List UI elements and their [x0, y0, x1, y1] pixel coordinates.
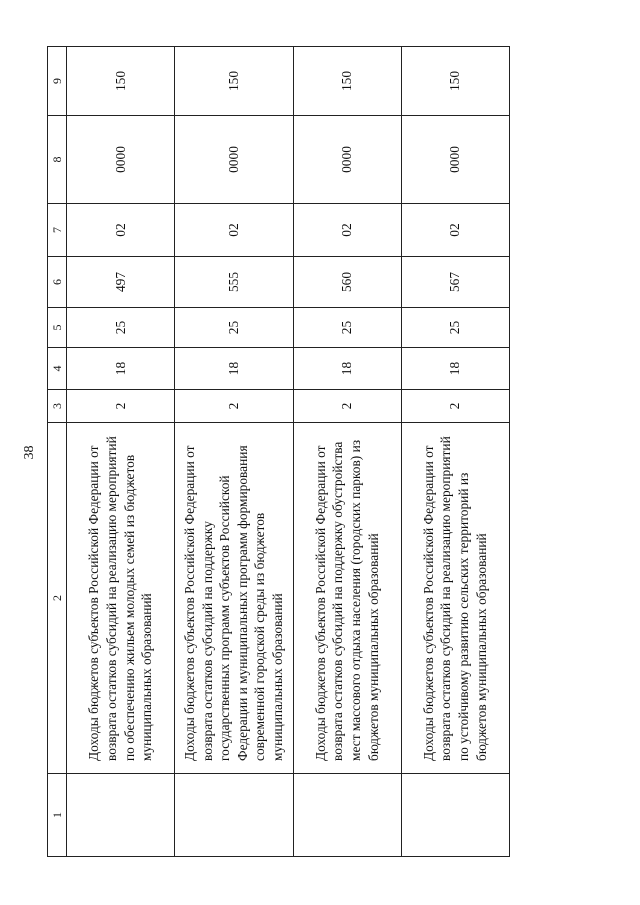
cell-col-1: [293, 774, 401, 857]
cell-col-3: 2: [293, 390, 401, 423]
cell-col-8: 0000: [175, 116, 294, 204]
header-col-6: 6: [48, 257, 67, 308]
cell-col-4: 18: [67, 348, 175, 390]
cell-col-7: 02: [401, 204, 509, 257]
cell-col-4: 18: [175, 348, 294, 390]
cell-description: Доходы бюджетов субъектов Российской Федерации от возврата остатков субсидий на поддержку государственных программ субъектов Российской Федерации и муниципальных программ формирования современной городской среды из бюджетов муниципальных образований: [175, 423, 294, 774]
cell-col-1: [67, 774, 175, 857]
header-col-1: 1: [48, 774, 67, 857]
header-col-4: 4: [48, 348, 67, 390]
cell-col-9: 150: [401, 47, 509, 116]
cell-col-1: [175, 774, 294, 857]
cell-col-3: 2: [401, 390, 509, 423]
cell-col-6: 560: [293, 257, 401, 308]
cell-col-1: [401, 774, 509, 857]
header-col-5: 5: [48, 308, 67, 348]
header-col-7: 7: [48, 204, 67, 257]
table-row: [293, 47, 401, 857]
cell-col-6: 497: [67, 257, 175, 308]
cell-col-9: 150: [67, 47, 175, 116]
table-header-row: [48, 47, 67, 857]
page-number: 38: [22, 445, 37, 460]
classification-table: [47, 46, 510, 857]
cell-col-4: 18: [293, 348, 401, 390]
cell-col-7: 02: [67, 204, 175, 257]
header-col-8: 8: [48, 116, 67, 204]
cell-col-4: 18: [401, 348, 509, 390]
header-col-2: 2: [48, 423, 67, 774]
cell-col-8: 0000: [401, 116, 509, 204]
header-col-9: 9: [48, 47, 67, 116]
table-row: [67, 47, 175, 857]
cell-col-5: 25: [175, 308, 294, 348]
cell-col-9: 150: [175, 47, 294, 116]
header-col-3: 3: [48, 390, 67, 423]
cell-col-5: 25: [67, 308, 175, 348]
cell-description: Доходы бюджетов субъектов Российской Федерации от возврата остатков субсидий на реализацию мероприятий по обеспечению жильем молодых семей из бюджетов муниципальных образований: [67, 423, 175, 774]
cell-col-5: 25: [293, 308, 401, 348]
cell-col-6: 567: [401, 257, 509, 308]
cell-col-8: 0000: [67, 116, 175, 204]
table-row: [401, 47, 509, 857]
cell-col-6: 555: [175, 257, 294, 308]
cell-col-7: 02: [293, 204, 401, 257]
cell-col-9: 150: [293, 47, 401, 116]
cell-description: Доходы бюджетов субъектов Российской Федерации от возврата остатков субсидий на реализацию мероприятий по устойчивому развитию сельских территорий из бюджетов муниципальных образований: [401, 423, 509, 774]
table-row: [175, 47, 294, 857]
classification-table-wrapper: [47, 47, 499, 857]
cell-col-8: 0000: [293, 116, 401, 204]
cell-col-7: 02: [175, 204, 294, 257]
cell-col-3: 2: [67, 390, 175, 423]
cell-description: Доходы бюджетов субъектов Российской Федерации от возврата остатков субсидий на поддержку обустройства мест массового отдыха населения (городских парков) из бюджетов муниципальных образований: [293, 423, 401, 774]
cell-col-3: 2: [175, 390, 294, 423]
cell-col-5: 25: [401, 308, 509, 348]
